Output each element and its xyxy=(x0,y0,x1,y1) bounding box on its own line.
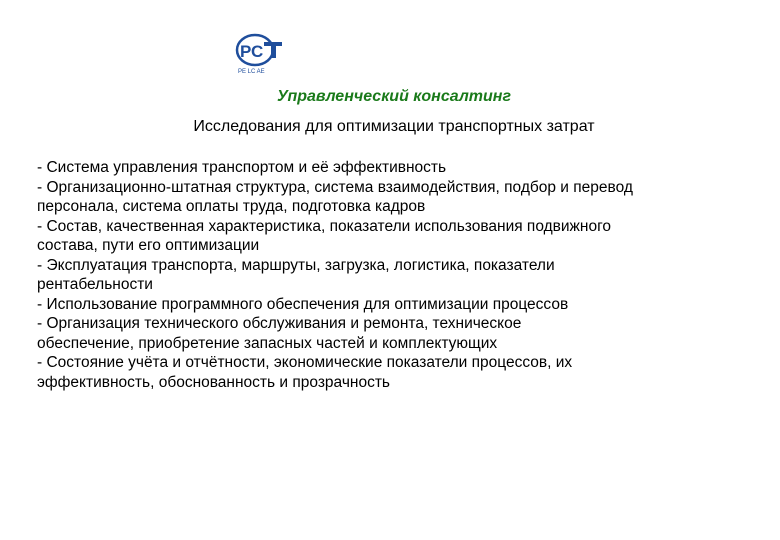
page-subtitle: Исследования для оптимизации транспортных затрат xyxy=(193,118,595,135)
page-title: Управленческий консалтинг xyxy=(277,88,511,105)
list-line: - Состав, качественная характеристика, показатели использования подвижного xyxy=(37,217,612,235)
svg-text:C: C xyxy=(251,42,264,61)
list-line: состава, пути его оптимизации xyxy=(37,237,260,254)
list-line: - Организация технического обслуживания и ремонта, техническое xyxy=(37,315,522,332)
list-line: - Система управления транспортом и её эффективность xyxy=(37,159,447,176)
svg-text:P: P xyxy=(240,42,252,61)
logo-caption: PE LC AE xyxy=(238,69,265,75)
service-list xyxy=(37,158,757,392)
list-line: - Эксплуатация транспорта, маршруты, загрузка, логистика, показатели xyxy=(37,256,555,274)
list-line: эффективность, обоснованность и прозрачность xyxy=(37,373,391,391)
list-line: обеспечение, приобретение запасных частей и комплектующих xyxy=(37,334,498,352)
list-line: персонала, система оплаты труда, подготовка кадров xyxy=(37,198,426,215)
list-line: - Организационно-штатная структура, система взаимодействия, подбор и перевод xyxy=(37,178,633,196)
rgt-logo-icon xyxy=(234,32,292,78)
list-line: - Использование программного обеспечения для оптимизации процессов xyxy=(37,295,569,313)
list-line: - Состояние учёта и отчётности, экономические показатели процессов, их xyxy=(37,354,573,371)
list-line: рентабельности xyxy=(37,276,153,293)
company-logo xyxy=(234,32,292,78)
